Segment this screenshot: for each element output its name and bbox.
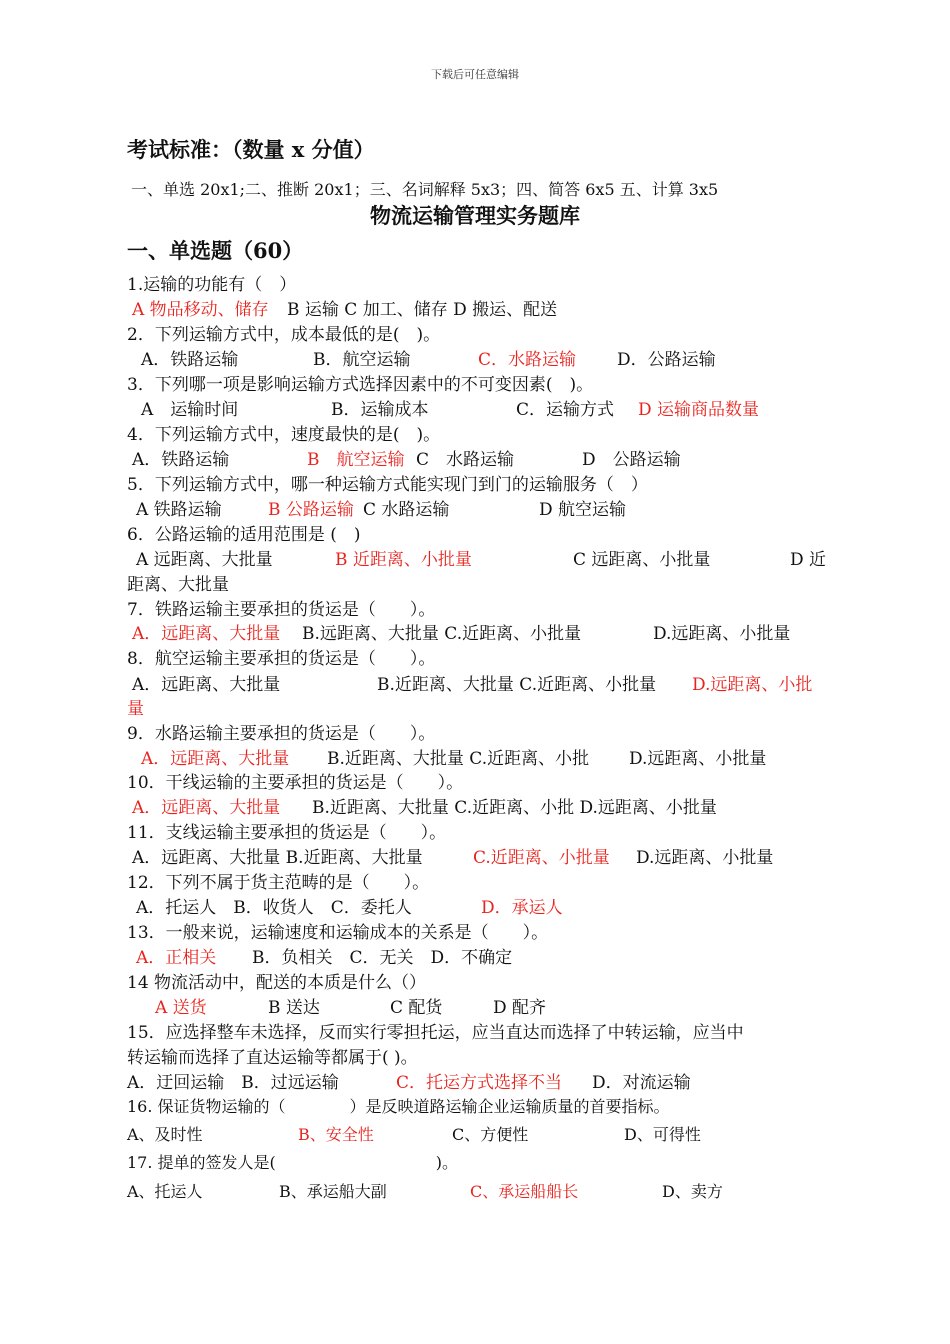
question-text: A．迂回运输 B．过远运输 [127, 1073, 339, 1093]
question-text: A．铁路运输 [141, 350, 239, 370]
exam-standard-title: 考试标准：（数量 x 分值） [127, 137, 375, 162]
question-text: 14 物流活动中，配送的本质是什么（） [127, 973, 427, 993]
question-text: 15．应选择整车未选择，反而实行零担托运，应当直达而选择了中转运输，应当中 [127, 1023, 744, 1043]
question-text: A、及时性 [127, 1125, 203, 1144]
question-text: D、可得性 [624, 1125, 701, 1144]
question-text: A 铁路运输 [136, 500, 222, 520]
question-text: D 公路运输 [582, 450, 681, 470]
answer-text: D．承运人 [481, 898, 563, 918]
answer-text: A．远距离、大批量 [132, 624, 281, 644]
question-text: 8．航空运输主要承担的货运是（ ）。 [127, 649, 436, 669]
question-text: B 送达 [268, 998, 320, 1018]
question-text: 转运输而选择了直达运输等都属于( )。 [127, 1048, 418, 1068]
question-text: A 运输时间 [141, 400, 239, 420]
question-text: B.远距离、大批量 C.近距离、小批量 [302, 624, 582, 644]
question-text: 6．公路运输的适用范围是 ( ) [127, 525, 361, 545]
exam-standard-breakdown: 一、单选 20x1;二、推断 20x1；三、名词解释 5x3；四、简答 6x5 五、计算 3x5 [131, 180, 719, 199]
question-text: C 配货 [390, 998, 443, 1018]
answer-text: D 运输商品数量 [638, 400, 760, 420]
question-text: 3．下列哪一项是影响运输方式选择因素中的不可变因素( )。 [127, 375, 594, 395]
question-text: B.近距离、大批量 C.近距离、小批 [327, 749, 590, 769]
answer-text: B 近距离、小批量 [335, 550, 472, 570]
answer-text: C．托运方式选择不当 [396, 1073, 563, 1093]
question-text: B.近距离、大批量 C.近距离、小批 D.远距离、小批量 [312, 798, 717, 818]
document-title: 物流运输管理实务题库 [370, 203, 580, 228]
question-text: D 近 [790, 550, 827, 570]
question-text: A、托运人 [127, 1182, 203, 1201]
question-text: 11．支线运输主要承担的货运是（ ）。 [127, 823, 447, 843]
question-text: D．公路运输 [617, 350, 716, 370]
answer-text: B、安全性 [298, 1125, 374, 1144]
question-text: C、方便性 [452, 1125, 529, 1144]
header-note: 下载后可任意编辑 [431, 68, 519, 81]
answer-text: B 航空运输 [307, 450, 405, 470]
question-text: 10．干线运输的主要承担的货运是（ ）。 [127, 773, 464, 793]
question-text: 13．一般来说，运输速度和运输成本的关系是（ ）。 [127, 923, 549, 943]
question-text: 7．铁路运输主要承担的货运是（ ）。 [127, 600, 436, 620]
question-text: C 水路运输 [363, 500, 450, 520]
question-text: A．远距离、大批量 B.近距离、大批量 [132, 848, 423, 868]
question-text: B、承运船大副 [279, 1182, 387, 1201]
answer-text: 量 [127, 699, 144, 719]
answer-text: C、承运船船长 [470, 1182, 579, 1201]
question-text: B．运输成本 [331, 400, 429, 420]
question-text: B．航空运输 [313, 350, 411, 370]
answer-text: C.近距离、小批量 [473, 848, 610, 868]
question-text: 4．下列运输方式中，速度最快的是( )。 [127, 425, 441, 445]
question-text: 9．水路运输主要承担的货运是（ ）。 [127, 724, 436, 744]
answer-text: B 公路运输 [268, 500, 354, 520]
section-title: 一、单选题（60） [127, 238, 304, 263]
question-text: D.远距离、小批量 [653, 624, 791, 644]
question-text: D．对流运输 [592, 1073, 691, 1093]
question-text: 17. 提单的签发人是( )。 [127, 1153, 459, 1172]
question-text: A．铁路运输 [132, 450, 230, 470]
answer-text: C．水路运输 [478, 350, 577, 370]
question-text: 1.运输的功能有（ ） [127, 275, 297, 295]
question-text: B 运输 C 加工、储存 D 搬运、配送 [287, 300, 558, 320]
question-text: 2．下列运输方式中，成本最低的是( )。 [127, 325, 441, 345]
question-text: A 远距离、大批量 [136, 550, 273, 570]
question-text: A．托运人 B．收货人 C．委托人 [136, 898, 412, 918]
answer-text: A．远距离、大批量 [132, 798, 281, 818]
answer-text: D.远距离、小批 [692, 675, 813, 695]
question-text: B．负相关 C．无关 D．不确定 [252, 948, 513, 968]
question-text: C．运输方式 [516, 400, 615, 420]
answer-text: A 送货 [155, 998, 207, 1018]
question-text: D 航空运输 [539, 500, 627, 520]
question-text: 5．下列运输方式中，哪一种运输方式能实现门到门的运输服务（ ） [127, 475, 648, 495]
question-text: C 远距离、小批量 [573, 550, 711, 570]
answer-text: A．远距离、大批量 [141, 749, 290, 769]
question-text: 距离、大批量 [127, 575, 229, 595]
question-text: D 配齐 [493, 998, 547, 1018]
answer-text: A．正相关 [136, 948, 217, 968]
question-text: 16. 保证货物运输的（ ）是反映道路运输企业运输质量的首要指标。 [127, 1097, 670, 1116]
question-text: 12．下列不属于货主范畴的是（ ）。 [127, 873, 430, 893]
question-text: A．远距离、大批量 [132, 675, 281, 695]
question-text: D.远距离、小批量 [636, 848, 774, 868]
question-text: B.近距离、大批量 C.近距离、小批量 [377, 675, 657, 695]
question-text: C 水路运输 [416, 450, 515, 470]
question-text: D、卖方 [662, 1182, 723, 1201]
question-text: D.远距离、小批量 [629, 749, 767, 769]
answer-text: A 物品移动、储存 [132, 300, 269, 320]
